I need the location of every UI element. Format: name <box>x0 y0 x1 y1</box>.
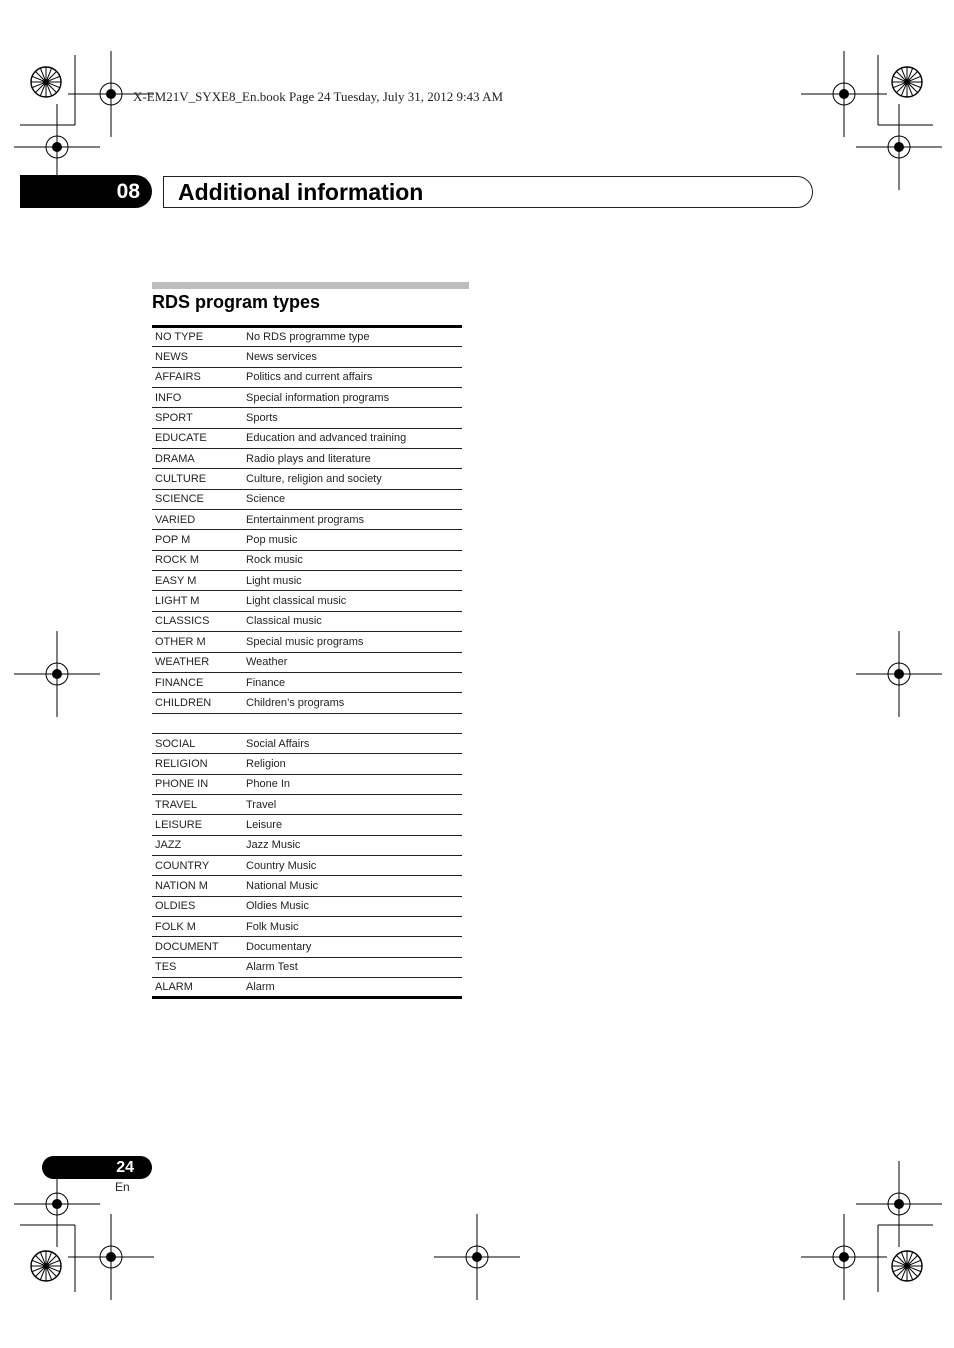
program-type-code: PHONE IN <box>152 774 243 794</box>
program-type-code: LIGHT M <box>152 591 243 611</box>
chapter-number: 08 <box>116 179 140 203</box>
program-type-description: National Music <box>243 876 462 896</box>
program-type-code: NEWS <box>152 347 243 367</box>
table-row <box>152 347 462 367</box>
program-type-description: Pop music <box>243 530 462 550</box>
table-row <box>152 693 462 713</box>
program-type-code: AFFAIRS <box>152 367 243 387</box>
program-type-description: Science <box>243 489 462 509</box>
program-type-code: CLASSICS <box>152 611 243 631</box>
page-number: 24 <box>116 1158 134 1176</box>
table-row <box>152 733 462 753</box>
page-number-badge <box>42 1156 152 1179</box>
program-type-code: ALARM <box>152 978 243 998</box>
table-row <box>152 794 462 814</box>
table-row <box>152 388 462 408</box>
program-type-code: TRAVEL <box>152 794 243 814</box>
program-type-code: NO TYPE <box>152 327 243 347</box>
program-type-description: Politics and current affairs <box>243 367 462 387</box>
rds-table-body <box>152 327 462 998</box>
table-row <box>152 591 462 611</box>
table-row <box>152 571 462 591</box>
program-type-description: Classical music <box>243 611 462 631</box>
program-type-code: NATION M <box>152 876 243 896</box>
table-row <box>152 530 462 550</box>
program-type-code: SPORT <box>152 408 243 428</box>
program-type-code: FOLK M <box>152 916 243 936</box>
program-type-code: CULTURE <box>152 469 243 489</box>
program-type-description: Weather <box>243 652 462 672</box>
program-type-code: SOCIAL <box>152 733 243 753</box>
program-type-code: INFO <box>152 388 243 408</box>
program-type-description: Religion <box>243 754 462 774</box>
chapter-title-bar <box>163 176 813 208</box>
program-type-code: OTHER M <box>152 632 243 652</box>
table-row <box>152 611 462 631</box>
chapter-number-badge <box>20 175 152 208</box>
table-row <box>152 469 462 489</box>
program-type-code: OLDIES <box>152 896 243 916</box>
table-row <box>152 978 462 998</box>
program-type-description: Oldies Music <box>243 896 462 916</box>
program-type-code: JAZZ <box>152 835 243 855</box>
program-type-code: RELIGION <box>152 754 243 774</box>
program-type-description: Alarm <box>243 978 462 998</box>
book-header-info: X-EM21V_SYXE8_En.book Page 24 Tuesday, July 31, 2012 9:43 AM <box>133 89 504 104</box>
program-type-description: Alarm Test <box>243 957 462 977</box>
program-type-description: Folk Music <box>243 916 462 936</box>
table-row <box>152 672 462 692</box>
table-row <box>152 754 462 774</box>
program-type-description: Entertainment programs <box>243 510 462 530</box>
program-type-code: COUNTRY <box>152 855 243 875</box>
table-row <box>152 510 462 530</box>
program-type-code: DRAMA <box>152 449 243 469</box>
program-type-description: Phone In <box>243 774 462 794</box>
program-type-code: TES <box>152 957 243 977</box>
program-type-description: Social Affairs <box>243 733 462 753</box>
program-type-description: Children’s programs <box>243 693 462 713</box>
table-row <box>152 855 462 875</box>
section-rule <box>152 282 469 289</box>
program-type-code: DOCUMENT <box>152 937 243 957</box>
table-row <box>152 815 462 835</box>
program-type-code: EASY M <box>152 571 243 591</box>
program-type-code: EDUCATE <box>152 428 243 448</box>
program-type-code: VARIED <box>152 510 243 530</box>
table-row <box>152 632 462 652</box>
program-type-description: Jazz Music <box>243 835 462 855</box>
chapter-title: Additional information <box>178 178 424 205</box>
table-row <box>152 876 462 896</box>
table-row <box>152 916 462 936</box>
program-type-code: FINANCE <box>152 672 243 692</box>
table-row <box>152 550 462 570</box>
program-type-description <box>243 713 462 733</box>
program-type-description: Rock music <box>243 550 462 570</box>
program-type-description: No RDS programme type <box>243 327 462 347</box>
program-type-code: POP M <box>152 530 243 550</box>
program-type-code: ROCK M <box>152 550 243 570</box>
table-row <box>152 428 462 448</box>
table-row <box>152 713 462 733</box>
table-row <box>152 835 462 855</box>
program-type-description: Special music programs <box>243 632 462 652</box>
program-type-code: LEISURE <box>152 815 243 835</box>
table-row <box>152 896 462 916</box>
program-type-code: CHILDREN <box>152 693 243 713</box>
program-type-description: Travel <box>243 794 462 814</box>
table-row <box>152 327 462 347</box>
section-title: RDS program types <box>152 292 321 312</box>
program-type-description: Country Music <box>243 855 462 875</box>
program-type-code: WEATHER <box>152 652 243 672</box>
table-row <box>152 449 462 469</box>
program-type-description: Documentary <box>243 937 462 957</box>
page-language: En <box>115 1180 130 1194</box>
program-type-description: Leisure <box>243 815 462 835</box>
program-type-description: Light music <box>243 571 462 591</box>
table-row <box>152 408 462 428</box>
program-type-description: Education and advanced training <box>243 428 462 448</box>
table-row <box>152 652 462 672</box>
program-type-code <box>152 713 243 733</box>
program-type-description: Special information programs <box>243 388 462 408</box>
table-row <box>152 957 462 977</box>
table-row <box>152 774 462 794</box>
rds-program-types-table <box>152 325 462 999</box>
program-type-description: Radio plays and literature <box>243 449 462 469</box>
program-type-description: News services <box>243 347 462 367</box>
program-type-description: Sports <box>243 408 462 428</box>
table-row <box>152 489 462 509</box>
program-type-description: Finance <box>243 672 462 692</box>
program-type-code: SCIENCE <box>152 489 243 509</box>
program-type-description: Culture, religion and society <box>243 469 462 489</box>
program-type-description: Light classical music <box>243 591 462 611</box>
table-row <box>152 937 462 957</box>
table-row <box>152 367 462 387</box>
